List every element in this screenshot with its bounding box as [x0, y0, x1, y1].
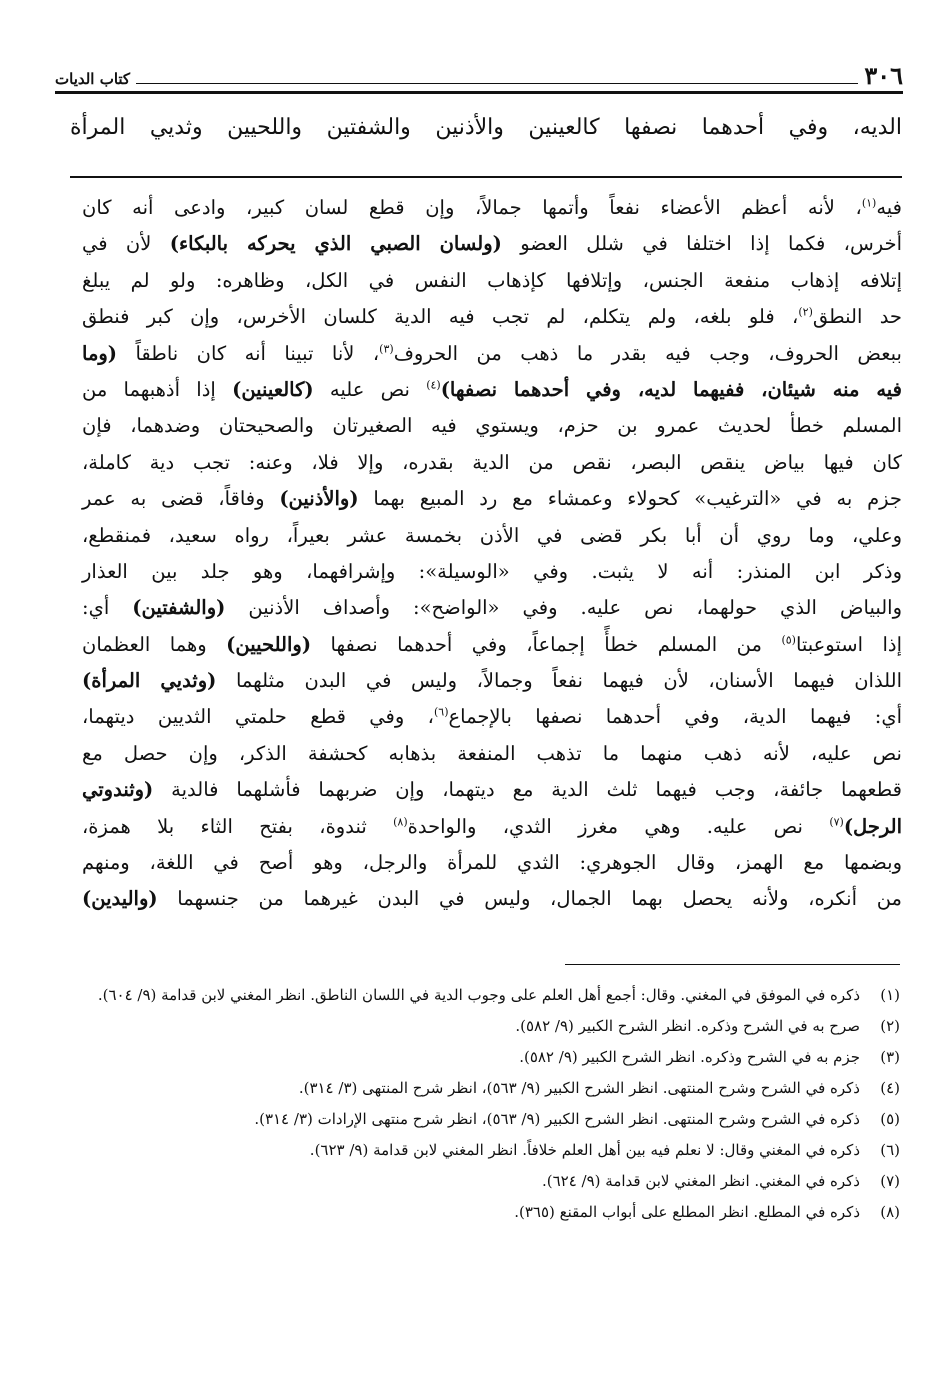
footnote — [78, 1137, 900, 1163]
footnote — [78, 982, 900, 1008]
footnote — [78, 1106, 900, 1132]
footnote-number: (٦) — [880, 1141, 900, 1159]
footnote-marker: (٧) — [829, 815, 844, 829]
body-text: ، وفي قطع حلمتي الثديين ديتهما، — [82, 705, 434, 729]
body-text: أي: — [82, 596, 133, 620]
body-text: ، لأنا تبينا أنه كان ناطقاً — [117, 341, 380, 365]
footnote-marker: (٥) — [781, 633, 796, 647]
matn-quote: (وثديي المرأة) — [82, 669, 217, 693]
body-text: إتلافه إذهاب منفعة الجنس، وإتلافها كإذهاب النفس في الكل، وظاهره: ولو لم يبلغ — [82, 268, 902, 292]
footnote — [78, 1075, 900, 1101]
body-line — [82, 736, 902, 772]
footnotes — [78, 982, 900, 1230]
matn-quote: (والأذنين) — [279, 487, 359, 511]
footnote-text: صرح به في الشرح وذكره. انظر الشرح الكبير (٩/ ٥٨٢). — [515, 1017, 860, 1035]
footnote-text: ذكره في الشرح وشرح المنتهى. انظر الشرح الكبير (٩/ ٥٦٣)، انظر شرح منتهى الإرادات (٣/ ٣١٤). — [254, 1110, 860, 1128]
body-text: ، فلو بلغه، ولم يتكلم، لم تجب فيه الدية كلسان الأخرس، وإن كبر فنطق — [82, 305, 799, 329]
matn-quote: الرجل) — [843, 814, 902, 838]
footnote-number: (١) — [880, 986, 900, 1004]
body-text: نص عليه، لأنه ذهب منهما ما تذهب المنفعة بذهابه كحشفة الذكر، وإن حصل مع — [82, 741, 902, 765]
footnote-text: ذكره في الشرح وشرح المنتهى. انظر الشرح الكبير (٩/ ٥٦٣)، انظر شرح المنتهى (٣/ ٣١٤). — [298, 1079, 860, 1097]
body-line — [82, 809, 902, 845]
commentary-body — [82, 190, 902, 918]
body-text: ببعض الحروف، وجب فيه بقدر ما ذهب من الحروف — [393, 341, 902, 365]
running-title: كتاب الديات — [55, 70, 131, 88]
footnote-text: ذكره في الموفق في المغني. وقال: أجمع أهل العلم على وجوب الدية في اللسان الناطق. انظر المغني لابن قدامة (٩/ ٦٠٤). — [97, 986, 860, 1004]
matn-rule — [70, 176, 902, 178]
body-text: وذكر ابن المنذر: أنه لا يثبت. وفي «الوسيلة»: وإشرافهما، وهو جلد بين العذار — [82, 559, 902, 583]
body-text: وبضمها مع الهمز، وقال الجوهري: الثدي للمرأة والرجل، وهو أصح في اللغة، ومنهم — [82, 851, 902, 875]
body-text: كان فيها بياض ينقص البصر، نقص من الدية بقدره، وإلا فلا، وعنه: تجب دية كاملة، — [82, 450, 902, 474]
body-line — [82, 554, 902, 590]
footnote-marker: (٣) — [379, 342, 394, 356]
body-line — [82, 190, 902, 226]
footnote-text: جزم به في الشرح وذكره. انظر الشرح الكبير (٩/ ٥٨٢). — [519, 1048, 860, 1066]
body-text: وعلي، وما روي أن أبا بكر قضى في الأذن بخمسة عشر بعيراً، رواه سعيد، فمنقطع، — [82, 523, 902, 547]
footnote-number: (٢) — [880, 1017, 900, 1035]
page-header — [55, 60, 903, 88]
matn-quote: (كالعينين) — [232, 377, 314, 401]
body-text: نص عليه — [313, 377, 427, 401]
body-text: اللذان فيهما الأسنان، لأن فيهما نفعاً وجمالاً، وليس في البدن مثلهما — [216, 669, 902, 693]
footnote-number: (٣) — [880, 1048, 900, 1066]
body-line — [82, 627, 902, 663]
footnote — [78, 1044, 900, 1070]
footnote-rule — [565, 964, 900, 965]
footnote — [78, 1168, 900, 1194]
body-text: وهما العظمان — [82, 632, 227, 656]
body-text: من أنكره، ولأنه يحصل بهما الجمال، وليس في البدن غيرهما من جنسهما — [157, 887, 902, 911]
body-text: والبياض الذي حولهما، نص عليه. وفي «الواضح»: وأصداف الأذنين — [225, 596, 902, 620]
page-number: ٣٠٦ — [864, 61, 903, 90]
footnote-number: (٧) — [880, 1172, 900, 1190]
header-rule — [55, 91, 903, 94]
body-line — [82, 481, 902, 517]
body-text: من المسلم خطأً إجماعاً، وفي أحدهما نصفها — [311, 632, 782, 656]
body-text: أخرس، فكما إذا اختلفا في شلل العضو — [501, 232, 902, 256]
body-line — [82, 372, 902, 408]
body-line — [82, 518, 902, 554]
footnote-marker: (٨) — [393, 815, 408, 829]
body-text: ثندوة، بفتح الثاء بلا همزة، — [82, 814, 394, 838]
footnote-text: ذكره في المطلع. انظر المطلع على أبواب المقنع (٣٦٥). — [514, 1203, 860, 1221]
footnote-text: ذكره في المغني وقال: لا نعلم فيه بين أهل العلم خلافاً. انظر المغني لابن قدامة (٩/ ٦٢٣). — [309, 1141, 860, 1159]
body-text: جزم به في «الترغيب» كحولاء وعمشاء مع رد المبيع بهما — [358, 487, 902, 511]
matn-quote: (ولسان الصبي الذي يحركه بالبكاء) — [169, 232, 502, 256]
body-line — [82, 590, 902, 626]
body-line — [82, 445, 902, 481]
body-line — [82, 699, 902, 735]
body-text: إذا أذهبهما من — [82, 377, 233, 401]
footnote — [78, 1013, 900, 1039]
body-line — [82, 881, 902, 917]
matn-quote: (وثندوتي — [82, 778, 154, 802]
footnote-number: (٤) — [880, 1079, 900, 1097]
matn-quote: فيه منه شيئان، ففيهما لديه، وفي أحدهما نصفها) — [440, 377, 903, 401]
footnote-marker: (١) — [861, 196, 877, 210]
footnote-number: (٨) — [880, 1203, 900, 1221]
body-text: لأن في — [82, 232, 170, 256]
body-text: وفاقاً، قضى به عمر — [82, 487, 280, 511]
matn-quote: (والشفتين) — [132, 596, 226, 620]
body-line — [82, 845, 902, 881]
body-line — [82, 663, 902, 699]
body-text: إذا استوعبتا — [795, 632, 903, 656]
footnote-marker: (٢) — [798, 305, 813, 319]
body-text: أي: فيهما الدية، وفي أحدهما نصفها بالإجماع — [448, 705, 902, 729]
footnote-number: (٥) — [880, 1110, 900, 1128]
body-text: حد النطق — [812, 305, 902, 329]
matn-quote: (واليدين) — [82, 887, 158, 911]
matn-text: الديه، وفي أحدهما نصفها كالعينين والأذنين والشفتين واللحيين وثديي المرأة — [70, 115, 902, 140]
matn-quote: (وما — [82, 341, 118, 365]
body-text: المسلم خطأ لحديث عمرو بن حزم، ويستوي فيه الصغيرتان والصحيحتان وضدهما، فإن — [82, 414, 902, 438]
matn-quote: (واللحيين) — [226, 632, 312, 656]
body-text: قطعهما جائفة، وجب فيهما ثلث الدية مع ديتهما، وإن ضربهما فأشلهما فالدية — [153, 778, 902, 802]
body-text: فيه — [876, 196, 902, 219]
header-divider — [136, 83, 858, 84]
footnote — [78, 1199, 900, 1225]
body-line — [82, 263, 902, 299]
footnote-marker: (٤) — [426, 378, 441, 392]
body-line — [82, 336, 902, 372]
body-line — [82, 408, 902, 444]
body-text: نص عليه. وهي مغرز الثدي، والواحدة — [407, 814, 830, 838]
body-text: ، لأنه أعظم الأعضاء نفعاً وأتمها جمالاً، وإن قطع لسان كبير، وادعى أنه كان — [82, 196, 862, 219]
body-line — [82, 226, 902, 262]
body-line — [82, 299, 902, 335]
footnote-marker: (٦) — [433, 705, 449, 719]
footnote-text: ذكره في المغني. انظر المغني لابن قدامة (٩/ ٦٢٤). — [541, 1172, 860, 1190]
body-line — [82, 772, 902, 808]
